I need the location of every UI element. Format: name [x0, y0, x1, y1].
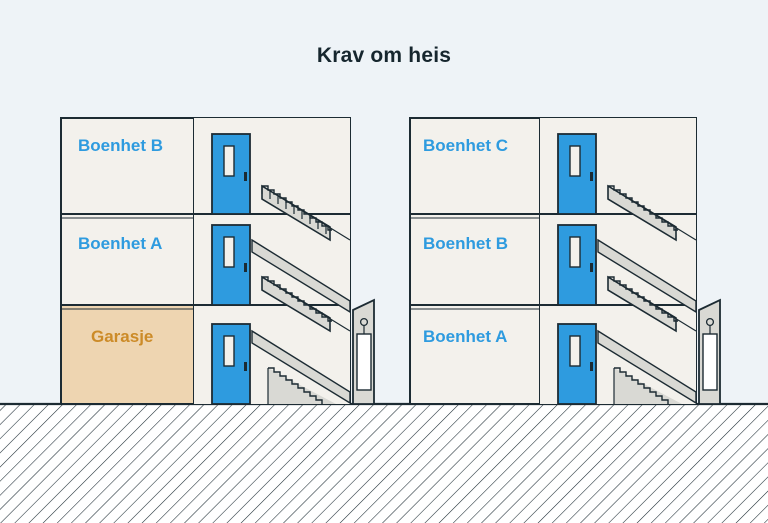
left-door-floor1[interactable] — [212, 324, 250, 404]
left-door-floor3[interactable] — [212, 134, 250, 214]
page-title: Krav om heis — [316, 44, 452, 67]
ground-area — [0, 404, 768, 523]
right-elevator — [699, 300, 720, 404]
right-elevator-cab — [703, 334, 717, 390]
label-left-garage: Garasje — [91, 327, 154, 346]
left-door-floor2[interactable] — [212, 225, 250, 305]
ground-hatch — [0, 404, 768, 523]
right-door-floor1[interactable] — [558, 324, 596, 404]
left-elevator-cab — [357, 334, 371, 390]
label-left-floor3: Boenhet B — [78, 136, 163, 155]
building-left — [61, 118, 374, 404]
label-right-floor1: Boenhet A — [423, 327, 508, 346]
right-door-floor3[interactable] — [558, 134, 596, 214]
building-right — [410, 118, 720, 404]
left-elevator — [353, 300, 374, 404]
right-door-floor2[interactable] — [558, 225, 596, 305]
label-left-floor2: Boenhet A — [78, 234, 163, 253]
label-right-floor2: Boenhet B — [423, 234, 508, 253]
garage-fill — [62, 305, 194, 403]
label-right-floor3: Boenhet C — [423, 136, 508, 155]
